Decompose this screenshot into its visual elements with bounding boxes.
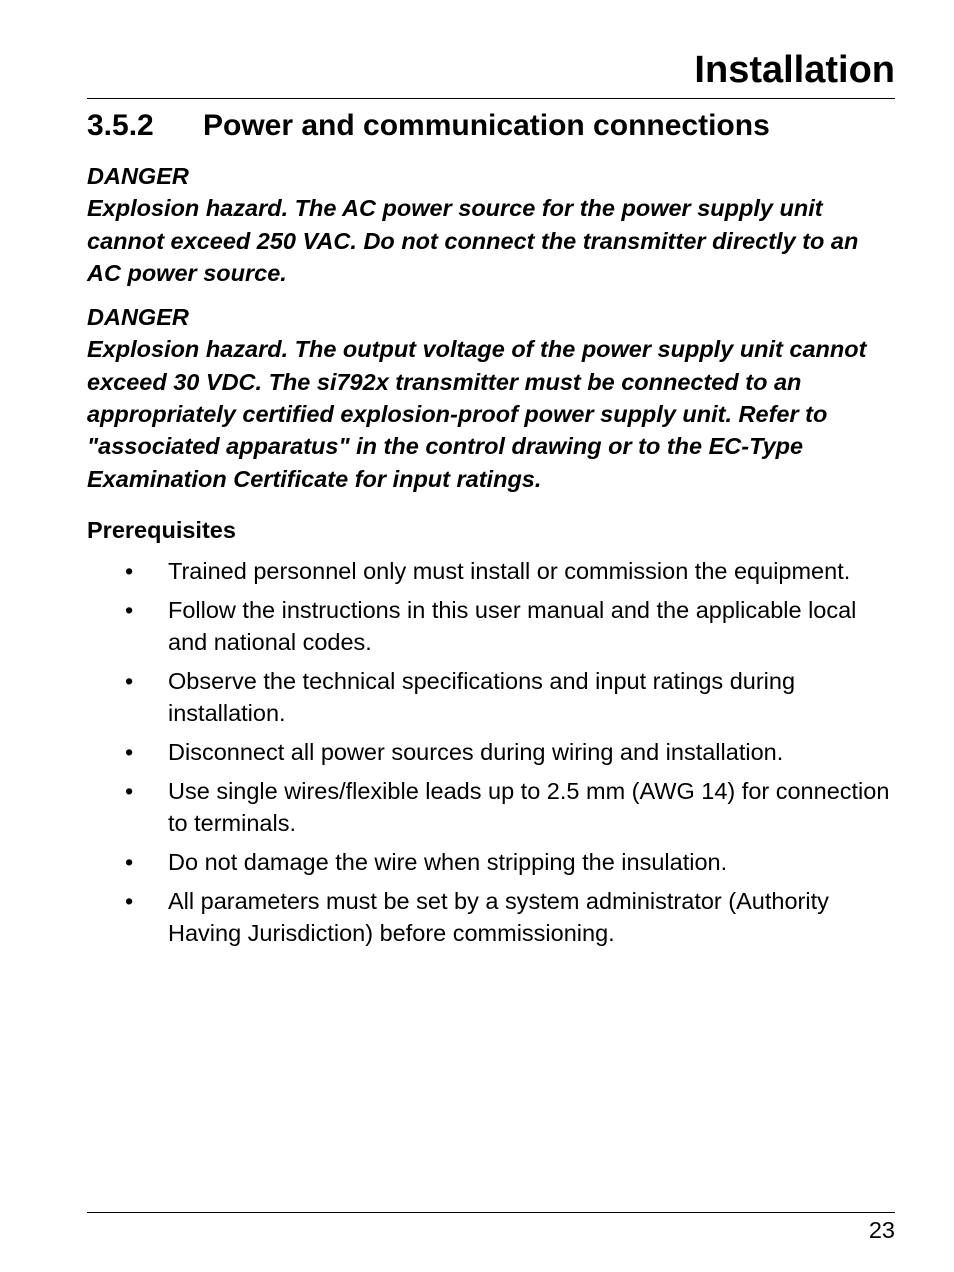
list-item	[87, 555, 895, 587]
list-item	[87, 665, 895, 730]
danger-notice-2	[87, 301, 895, 495]
bullet-icon: •	[125, 848, 134, 875]
danger-text: Explosion hazard. The output voltage of the power supply unit cannot exceed 30 VDC. The si792x transmitter must be connected to an appropriately certified explosion-proof power supply unit. Refer to "associated apparatus" in the control drawing or to the EC-Type Examination Certificate for input ratings.	[87, 336, 867, 492]
page-header	[87, 44, 895, 99]
list-item	[87, 594, 895, 659]
prerequisites-heading: Prerequisites	[87, 516, 236, 543]
list-item-text: Follow the instructions in this user manual and the applicable local and national codes.	[168, 596, 857, 656]
list-item	[87, 846, 895, 878]
prerequisites-list	[87, 555, 895, 949]
list-item-text: Use single wires/flexible leads up to 2.5 mm (AWG 14) for connection to terminals.	[168, 777, 890, 837]
list-item-text: Do not damage the wire when stripping the insulation.	[168, 848, 728, 875]
section-title: Power and communication connections	[203, 109, 770, 142]
page-content	[87, 106, 895, 956]
bullet-icon: •	[125, 557, 134, 584]
bullet-icon: •	[125, 596, 134, 623]
list-item	[87, 885, 895, 950]
list-item-text: Observe the technical specifications and input ratings during installation.	[168, 667, 796, 727]
section-number: 3.5.2	[87, 109, 154, 142]
bullet-icon: •	[125, 738, 134, 765]
list-item-text: All parameters must be set by a system administrator (Authority Having Jurisdiction) before commissioning.	[168, 887, 829, 946]
danger-label: DANGER	[87, 163, 189, 189]
list-item	[87, 775, 895, 840]
page-footer	[87, 1212, 895, 1245]
section-heading	[87, 106, 895, 146]
danger-notice-1	[87, 160, 895, 289]
danger-text: Explosion hazard. The AC power source for the power supply unit cannot exceed 250 VAC. Do not connect the transmitter directly to an AC power source.	[87, 195, 859, 286]
bullet-icon: •	[125, 887, 134, 914]
list-item-text: Trained personnel only must install or commission the equipment.	[168, 557, 851, 584]
bullet-icon: •	[125, 667, 134, 694]
bullet-icon: •	[125, 777, 134, 804]
list-item	[87, 736, 895, 768]
list-item-text: Disconnect all power sources during wiring and installation.	[168, 738, 784, 765]
page-number: 23	[868, 1217, 895, 1243]
page-header-title: Installation	[694, 49, 895, 91]
danger-label: DANGER	[87, 304, 189, 331]
